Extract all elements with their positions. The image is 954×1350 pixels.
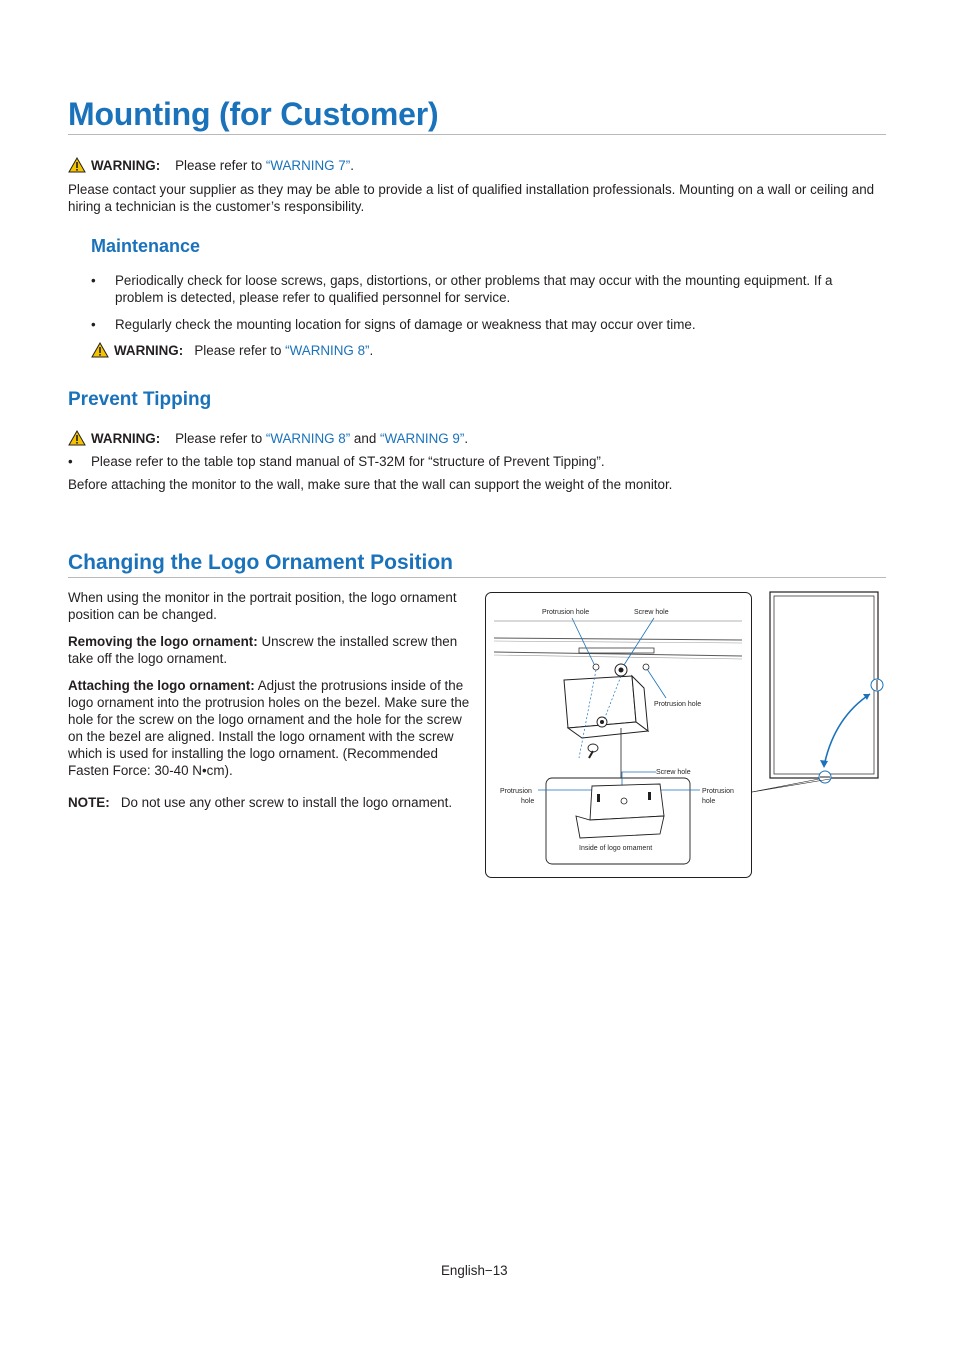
warning-9-link[interactable]: “WARNING 9” (380, 431, 465, 446)
bullet-dot: • (91, 317, 96, 332)
bullet-dot: • (68, 454, 73, 469)
warning-and: and (350, 431, 380, 446)
title-divider (68, 134, 886, 135)
note-text: Do not use any other screw to install the logo ornament. (120, 795, 453, 810)
warning-punct: . (369, 343, 374, 358)
note (68, 794, 488, 811)
screw-hole-center (619, 668, 624, 673)
label-protrusion-left-2: hole (521, 798, 535, 805)
warning-icon (68, 430, 86, 446)
prevent-tipping-bullet: Please refer to the table top stand manual of ST-32M for “structure of Prevent Tipping”. (91, 454, 605, 469)
bullet-dot: • (91, 273, 96, 288)
label-screw-hole-top: Screw hole (634, 609, 669, 616)
removing-text: Unscrew the installed screw then take off the logo ornament. (68, 634, 458, 666)
logo-ornament-diagram (484, 588, 884, 880)
warning-icon (68, 157, 86, 173)
attaching-label: Attaching the logo ornament: (68, 678, 255, 693)
page-number: English−13 (441, 1263, 508, 1278)
logo-section-heading: Changing the Logo Ornament Position (68, 551, 453, 574)
protrusion-hole-left (593, 664, 599, 670)
intro-paragraph: Please contact your supplier as they may be able to provide a list of qualified installation professionals. Mounting on a wall or ceiling and hiring a technician is the customer’s responsibility. (68, 182, 875, 214)
warning-7-link[interactable]: “WARNING 7” (265, 158, 351, 173)
warning-icon (91, 342, 109, 358)
maintenance-bullet-2: Regularly check the mounting location for signs of damage or weakness that may occur over time. (115, 317, 696, 332)
warning-label: WARNING: (91, 431, 161, 446)
removing-paragraph (68, 633, 468, 667)
protrusion-hole-right (643, 664, 649, 670)
warning-8-link[interactable]: “WARNING 8” (265, 431, 351, 446)
leader-line (624, 618, 654, 665)
warning-label: WARNING: (114, 343, 184, 358)
bezel (494, 621, 742, 659)
page-title: Mounting (for Customer) (68, 96, 439, 132)
label-inside-ornament: Inside of logo ornament (579, 845, 653, 852)
label-protrusion-left-1: Protrusion (500, 788, 532, 795)
monitor-portrait (770, 592, 883, 783)
attaching-paragraph (68, 677, 478, 779)
label-protrusion-hole-top: Protrusion hole (542, 609, 590, 616)
prevent-tipping-warning (68, 430, 468, 447)
prevent-tipping-heading: Prevent Tipping (68, 389, 212, 410)
warning-8-link[interactable]: “WARNING 8” (285, 343, 370, 358)
label-protrusion-right-2: hole (702, 798, 716, 805)
warning-text: Please refer to (175, 158, 266, 173)
maintenance-bullet-1: Periodically check for loose screws, gaps, distortions, or other problems that may occur with the mounting equipment. If a problem is detected, please refer to qualified personnel for service. (115, 273, 833, 305)
attaching-text: Adjust the protrusions inside of the logo ornament into the protrusion holes on the bezel. Make sure the hole for the screw on the logo ornament and the hole for the screw on the bezel are aligned. Install the logo ornament with the screw which is used for installing the logo ornament. (Recommended Fasten Force: 30-40 N•cm). (68, 678, 470, 778)
callout-line (752, 779, 830, 792)
logo-intro: When using the monitor in the portrait position, the logo ornament position can be changed. (68, 590, 457, 622)
section-divider (68, 577, 886, 578)
maintenance-warning (91, 342, 373, 359)
prevent-tipping-paragraph: Before attaching the monitor to the wall, make sure that the wall can support the weight of the monitor. (68, 477, 673, 492)
intro-warning (68, 157, 354, 174)
warning-text: Please refer to (175, 431, 266, 446)
maintenance-heading: Maintenance (91, 236, 201, 256)
logo-ornament (564, 676, 648, 738)
note-label: NOTE: (68, 795, 110, 810)
removing-label: Removing the logo ornament: (68, 634, 258, 649)
leader-line (647, 669, 666, 698)
warning-label: WARNING: (91, 158, 161, 173)
label-screw-hole-inner: Screw hole (656, 769, 691, 776)
leader-line (572, 618, 594, 664)
warning-punct: . (350, 158, 354, 173)
label-protrusion-hole-right: Protrusion hole (654, 701, 702, 708)
label-protrusion-right-1: Protrusion (702, 788, 734, 795)
warning-punct: . (464, 431, 469, 446)
screw (588, 744, 598, 758)
warning-text: Please refer to (194, 343, 286, 358)
